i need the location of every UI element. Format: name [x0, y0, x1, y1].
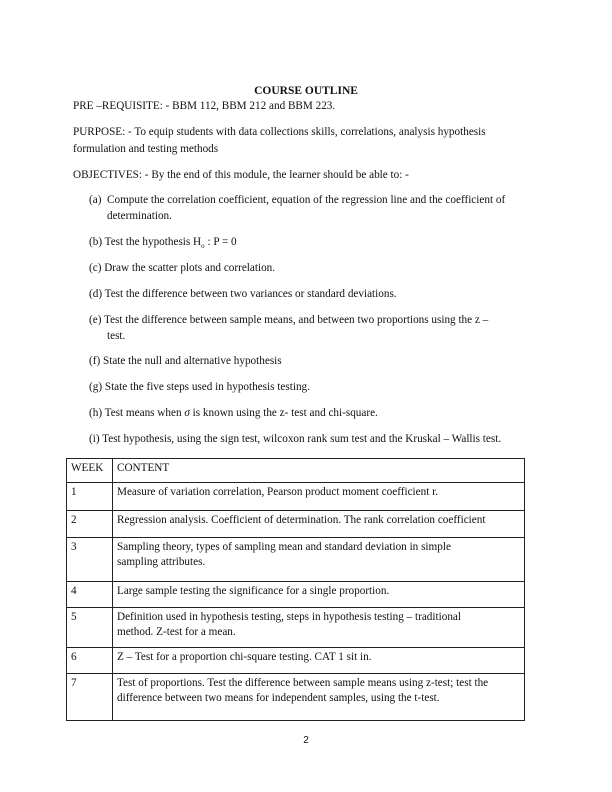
table-row: 7 Test of proportions. Test the difference between sample means using z-test; test the difference between two means for independent samples, using the t-test.: [67, 674, 525, 721]
page-number: 2: [303, 735, 309, 746]
objective-c: (c) Draw the scatter plots and correlation.: [89, 262, 276, 274]
objective-e-cont: test.: [107, 330, 126, 342]
purpose-line-2: formulation and testing methods: [73, 143, 219, 155]
weekly-schedule-table: [66, 458, 525, 721]
table-row: 3 Sampling theory, types of sampling mean and standard deviation in simple sampling attributes.: [67, 538, 525, 582]
objective-g: (g) State the five steps used in hypothesis testing.: [89, 381, 310, 393]
header-week: WEEK: [67, 459, 113, 483]
objective-h: (h) Test means when σ is known using the z- test and chi-square.: [89, 407, 378, 419]
objectives-intro: OBJECTIVES: - By the end of this module, the learner should be able to: -: [73, 169, 409, 181]
page-title: COURSE OUTLINE: [254, 85, 358, 97]
table-header-row: [67, 459, 525, 483]
prerequisite: PRE –REQUISITE: - BBM 112, BBM 212 and BBM 223.: [73, 100, 336, 112]
objective-a: (a) Compute the correlation coefficient, equation of the regression line and the coefficient of: [89, 194, 506, 206]
table-row: 2 Regression analysis. Coefficient of determination. The rank correlation coefficient: [67, 511, 525, 538]
sigma-symbol: σ: [184, 407, 190, 419]
table-row: 5 Definition used in hypothesis testing, steps in hypothesis testing – traditional method. Z-test for a mean.: [67, 608, 525, 648]
objective-i: (i) Test hypothesis, using the sign test, wilcoxon rank sum test and the Kruskal – Wallis test.: [89, 433, 502, 445]
objective-a-cont: determination.: [107, 210, 172, 222]
purpose-line-1: PURPOSE: - To equip students with data collections skills, correlations, analysis hypothesis: [73, 126, 486, 138]
objective-b: (b) Test the hypothesis $H_o$ : P = 0: [89, 236, 237, 251]
header-content: CONTENT: [113, 459, 525, 483]
table-row: 6 Z – Test for a proportion chi-square testing. CAT 1 sit in.: [67, 648, 525, 674]
objective-e: (e) Test the difference between sample means, and between two proportions using the z –: [89, 314, 489, 326]
table-row: 1 Measure of variation correlation, Pearson product moment coefficient r.: [67, 483, 525, 511]
table-row: 4 Large sample testing the significance for a single proportion.: [67, 582, 525, 608]
objective-f: (f) State the null and alternative hypothesis: [89, 355, 282, 367]
objective-d: (d) Test the difference between two variances or standard deviations.: [89, 288, 397, 300]
